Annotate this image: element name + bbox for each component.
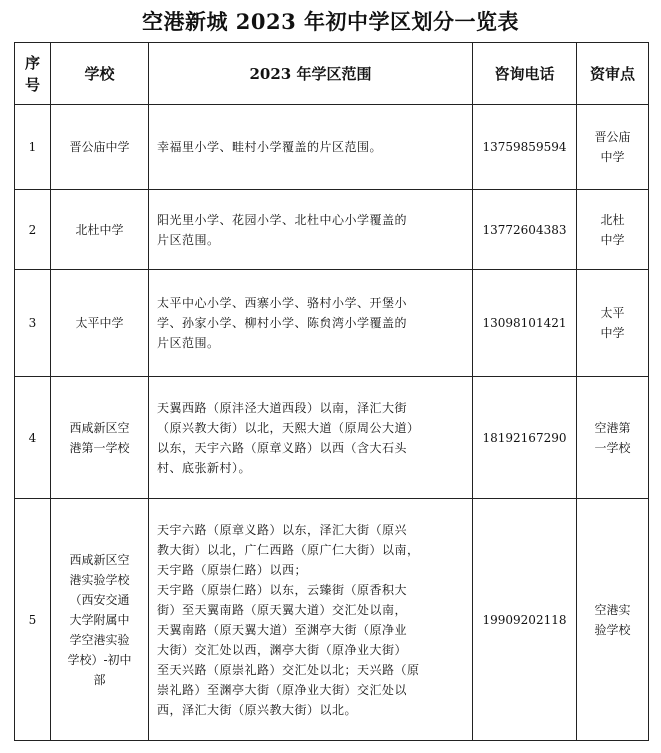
row-review: 晋公庙 中学	[577, 105, 649, 190]
row-num: 5	[15, 499, 51, 741]
row-school: 西咸新区空 港第一学校	[51, 377, 149, 499]
table-row	[15, 270, 649, 377]
table-row	[15, 499, 649, 741]
row-range: 太平中心小学、西寨小学、骆村小学、开堡小 学、孙家小学、柳村小学、陈贠湾小学覆盖的 片区范围。	[149, 270, 473, 377]
row-range: 天翼西路（原沣泾大道西段）以南，泽汇大街 （原兴教大街）以北，天熙大道（原周公大道） 以东，天宇六路（原章义路）以西（含大石头 村、底张新村）。	[149, 377, 473, 499]
row-review: 北杜 中学	[577, 190, 649, 270]
row-phone: 13759859594	[473, 105, 577, 190]
row-school: 晋公庙中学	[51, 105, 149, 190]
row-range: 幸福里小学、畦村小学覆盖的片区范围。	[149, 105, 473, 190]
header-school: 学校	[51, 43, 149, 105]
row-num: 1	[15, 105, 51, 190]
row-phone: 19909202118	[473, 499, 577, 741]
table-row	[15, 105, 649, 190]
row-review: 空港第 一学校	[577, 377, 649, 499]
row-phone: 13772604383	[473, 190, 577, 270]
table-row	[15, 377, 649, 499]
table-row	[15, 190, 649, 270]
row-review: 太平 中学	[577, 270, 649, 377]
row-phone: 18192167290	[473, 377, 577, 499]
row-school: 太平中学	[51, 270, 149, 377]
table-header-row	[15, 43, 649, 105]
page-title: 空港新城 2023 年初中学区划分一览表	[141, 9, 520, 34]
row-num: 2	[15, 190, 51, 270]
row-num: 4	[15, 377, 51, 499]
row-phone: 13098101421	[473, 270, 577, 377]
row-school: 北杜中学	[51, 190, 149, 270]
row-review: 空港实 验学校	[577, 499, 649, 741]
row-num: 3	[15, 270, 51, 377]
header-num: 序 号	[15, 43, 51, 105]
row-range: 天宇六路（原章义路）以东，泽汇大街（原兴 教大街）以北，广仁西路（原广仁大街）以南， 天宇路（原崇仁路）以西； 天宇路（原崇仁路）以东，云臻街（原香积大 街）至天翼南路（原天翼大道）交汇处以南， 天翼南路（原天翼大道）至渊亭大街（原净业 大街）交汇处以西，渊亭大街（原净业大街） 至天兴路（原崇礼路）交汇处以北；天兴路（原 崇礼路）至渊亭大街（原净业大街）交汇处以 西，泽汇大街（原兴教大街）以北。	[149, 499, 473, 741]
header-review: 资审点	[577, 43, 649, 105]
header-range: 2023 年学区范围	[149, 43, 473, 105]
header-phone: 咨询电话	[473, 43, 577, 105]
school-district-table	[14, 42, 649, 741]
row-school: 西咸新区空 港实验学校 （西安交通 大学附属中 学空港实验 学校）-初中 部	[51, 499, 149, 741]
row-range: 阳光里小学、花园小学、北杜中心小学覆盖的 片区范围。	[149, 190, 473, 270]
